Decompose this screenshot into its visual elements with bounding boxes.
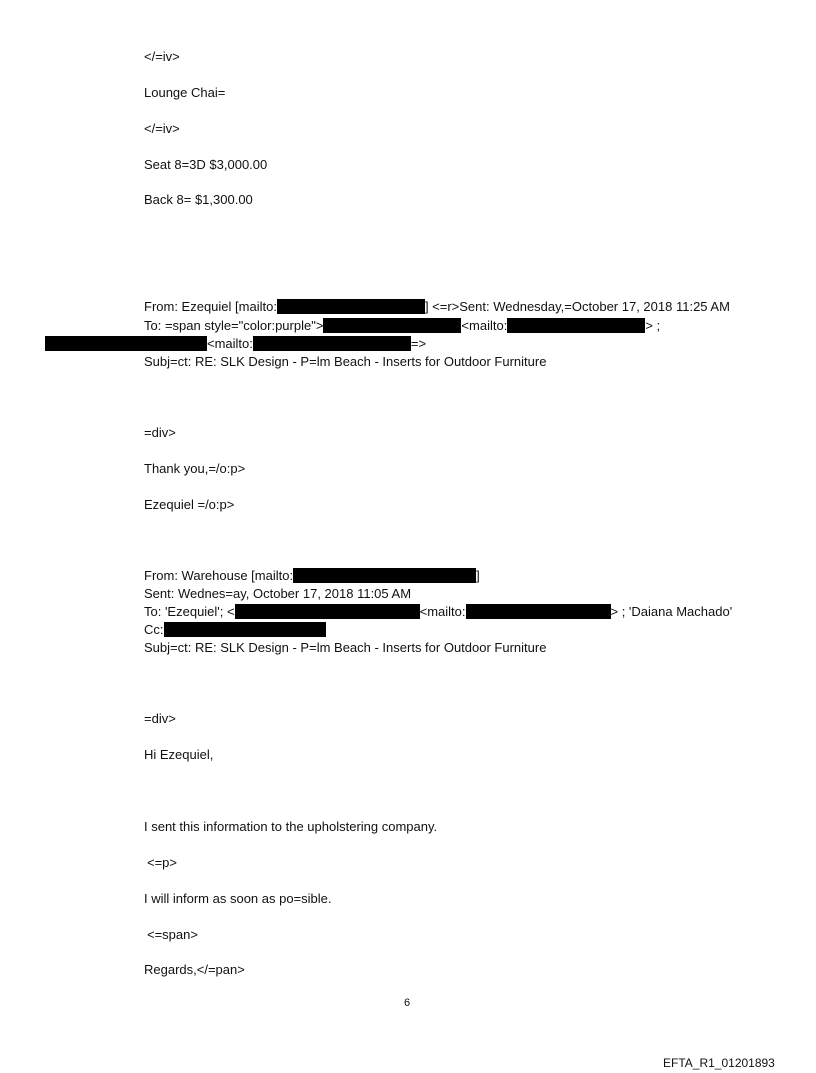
email2-closing-text: Regards,</=pan> [144, 962, 245, 977]
redaction-block [323, 318, 461, 333]
email2-cc-line [144, 622, 326, 638]
email1-sent-text: ] <=r>Sent: Wednesday,=October 17, 2018 11:25 AM [424, 299, 730, 314]
redaction-block [466, 604, 611, 619]
email1-to-mailto: <mailto: [461, 318, 508, 333]
back-price-text: Back 8= $1,300.00 [144, 192, 253, 207]
email1-cc-mailto: <mailto: [207, 336, 253, 351]
email2-to-line [144, 604, 732, 620]
html-fragment-text: <=span> [147, 927, 198, 942]
redaction-block [507, 318, 645, 333]
page-number: 6 [404, 997, 411, 1009]
email1-from-label: From: Ezequiel [mailto: [144, 299, 277, 314]
redaction-block [235, 604, 420, 619]
html-fragment-text: </=iv> [144, 121, 180, 136]
email1-to-line [144, 318, 660, 334]
email2-from-suffix: ] [476, 568, 480, 583]
email1-to-suffix: > ; [645, 318, 661, 333]
redaction-block [277, 299, 425, 314]
email2-sent-line: Sent: Wednes=ay, October 17, 2018 11:05 AM [144, 586, 412, 601]
email1-to-label: To: =span style="color:purple"> [144, 318, 324, 333]
email2-body-text: I will inform as soon as po=sible. [144, 891, 332, 906]
redaction-block [293, 568, 476, 583]
email1-thanks-text: Thank you,=/o:p> [144, 461, 246, 476]
html-fragment-text: </=iv> [144, 49, 180, 64]
email1-cc-line [45, 336, 426, 352]
email2-subject-line: Subj=ct: RE: SLK Design - P=lm Beach - Inserts for Outdoor Furniture [144, 640, 547, 655]
email2-greeting-text: Hi Ezequiel, [144, 747, 214, 762]
redaction-block [164, 622, 326, 637]
email2-to-suffix: > ; 'Daiana Machado' [610, 604, 733, 619]
bates-number: EFTA_R1_01201893 [663, 1056, 775, 1070]
redaction-block [253, 336, 411, 351]
seat-price-text: Seat 8=3D $3,000.00 [144, 157, 268, 172]
email1-cc-suffix: => [410, 336, 427, 351]
email2-from-line [144, 568, 480, 584]
html-fragment-text: =div> [144, 425, 176, 440]
email2-cc-label: Cc: [144, 622, 164, 637]
html-fragment-text: =div> [144, 711, 176, 726]
email2-from-label: From: Warehouse [mailto: [144, 568, 294, 583]
email1-subject-line: Subj=ct: RE: SLK Design - P=lm Beach - Inserts for Outdoor Furniture [144, 354, 547, 369]
email2-to-mailto: <mailto: [419, 604, 466, 619]
email2-to-label: To: 'Ezequiel'; < [144, 604, 235, 619]
email1-signature-text: Ezequiel =/o:p> [144, 497, 235, 512]
email1-from-line [144, 299, 730, 315]
item-name-text: Lounge Chai= [144, 85, 226, 100]
email2-body-text: I sent this information to the upholstering company. [144, 819, 438, 834]
redaction-block [45, 336, 207, 351]
html-fragment-text: <=p> [147, 855, 178, 870]
